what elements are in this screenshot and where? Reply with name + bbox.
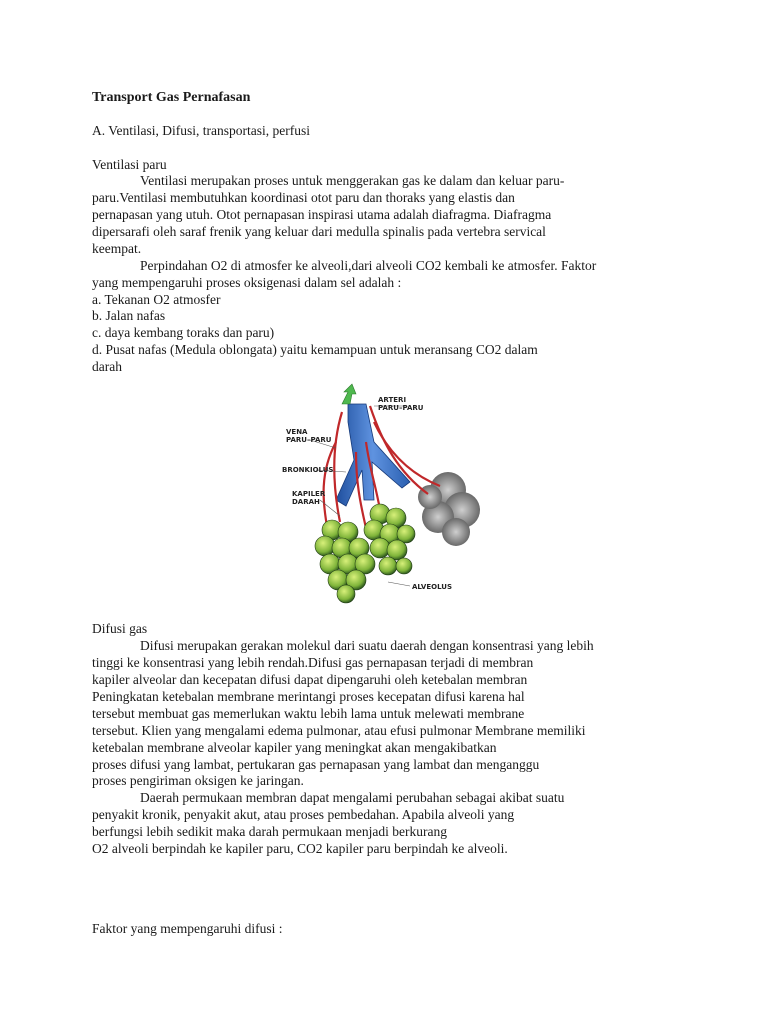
paragraph-line: tersebut membuat gas memerlukan waktu lebih lama untuk melewati membrane [92,706,525,721]
label-arteri: ARTERI [378,396,407,404]
difusi-heading: Difusi gas [92,621,148,636]
paragraph-line: paru.Ventilasi membutuhkan koordinasi otot paru dan thoraks yang elastis dan [92,190,515,205]
label-arteri-paru: PARU–PARU [378,404,424,412]
paragraph-line: penyakit kronik, penyakit akut, atau proses pembedahan. Apabila alveoli yang [92,807,515,822]
list-item: darah [92,359,122,374]
paragraph-line: kapiler alveolar dan kecepatan difusi dapat dipengaruhi oleh ketebalan membran [92,672,528,687]
paragraph-line: berfungsi lebih sedikit maka darah permukaan menjadi berkurang [92,824,448,839]
list-item: c. daya kembang toraks dan paru) [92,325,275,340]
paragraph-line: proses pengiriman oksigen ke jaringan. [92,773,304,788]
paragraph-line: proses difusi yang lambat, pertukaran gas pernapasan yang lambat dan menganggu [92,757,540,772]
label-alveolus: ALVEOLUS [412,583,453,591]
ventilasi-heading: Ventilasi paru [92,157,167,172]
label-kapiler-darah: DARAH [292,498,320,506]
lung-alveoli-figure [270,382,490,608]
list-item: d. Pusat nafas (Medula oblongata) yaitu kemampuan untuk meransang CO2 dalam [92,342,538,357]
paragraph-line: pernapasan yang utuh. Otot pernapasan inspirasi utama adalah diafragma. Diafragma [92,207,552,222]
paragraph-line: Difusi merupakan gerakan molekul dari suatu daerah dengan konsentrasi yang lebih [140,638,594,653]
label-vena-paru: PARU–PARU [286,436,332,444]
bronchus-shape [336,404,410,506]
paragraph-line: tinggi ke konsentrasi yang lebih rendah.Difusi gas pernapasan terjadi di membran [92,655,534,670]
section-a-heading: A. Ventilasi, Difusi, transportasi, perfusi [92,123,310,138]
document-title: Transport Gas Pernafasan [92,90,251,105]
paragraph-line: dipersarafi oleh saraf frenik yang keluar dari medulla spinalis pada vertebra servical [92,224,546,239]
label-kapiler: KAPILER [292,490,326,498]
airflow-arrow-icon [342,384,356,404]
paragraph-line: Daerah permukaan membran dapat mengalami perubahan sebagai akibat suatu [140,790,565,805]
lung-diagram-illustration [270,382,490,608]
paragraph-line: O2 alveoli berpindah ke kapiler paru, CO2 kapiler paru berpindah ke alveoli. [92,841,508,856]
list-item: b. Jalan nafas [92,308,166,323]
label-bronkiolus: BRONKIOLUS [282,466,334,474]
paragraph-line: Perpindahan O2 di atmosfer ke alveoli,dari alveoli CO2 kembali ke atmosfer. Faktor [140,258,597,273]
grey-cloud-shape [418,472,480,546]
paragraph-line: Ventilasi merupakan proses untuk menggerakan gas ke dalam dan keluar paru- [140,173,565,188]
paragraph-line: ketebalan membrane alveolar kapiler yang meningkat akan mengakibatkan [92,740,497,755]
paragraph-line: keempat. [92,241,142,256]
paragraph-line: yang mempengaruhi proses oksigenasi dalam sel adalah : [92,275,402,290]
label-vena: VENA [286,428,308,436]
faktor-heading: Faktor yang mempengaruhi difusi : [92,921,283,936]
paragraph-line: Peningkatan ketebalan membrane merintangi proses kecepatan difusi karena hal [92,689,525,704]
list-item: a. Tekanan O2 atmosfer [92,292,221,307]
paragraph-line: tersebut. Klien yang mengalami edema pulmonar, atau efusi pulmonar Membrane memiliki [92,723,586,738]
